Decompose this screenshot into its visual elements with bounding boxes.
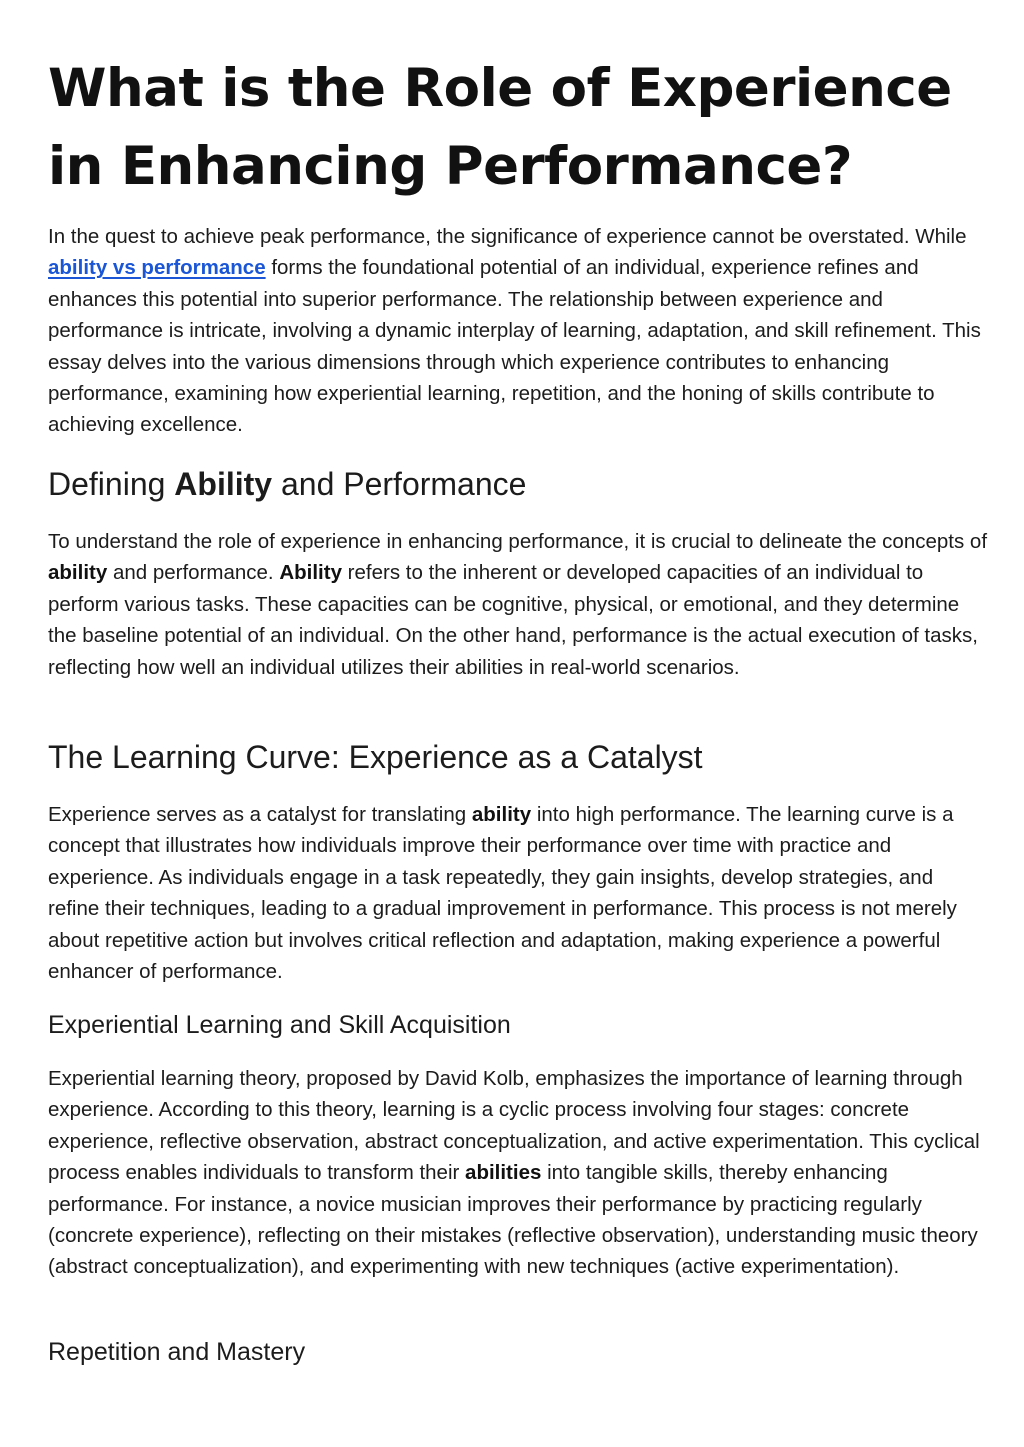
bold-term: Ability: [279, 561, 342, 585]
bold-term: ability: [48, 561, 108, 585]
defining-ability-paragraph: [48, 526, 988, 683]
page-title: What is the Role of Experience in Enhancing Performance?: [48, 58, 952, 197]
bold-term: abilities: [465, 1161, 542, 1185]
intro-text-after-link: forms the foundational potential of an individual, experience refines and enhances this potential into superior performance. The relationship between experience and performance is intricate, involving a dynamic interplay of learning, adaptation, and skill refinement. This essay delves into the various dimensions through which experience contributes to enhancing performance, examining how experiential learning, repetition, and the honing of skills contribute to achieving excellence.: [48, 256, 981, 437]
heading-text: and Performance: [272, 466, 527, 502]
experiential-learning-paragraph: [48, 1063, 988, 1283]
intro-paragraph: [48, 221, 988, 441]
section-heading-repetition-mastery: Repetition and Mastery: [48, 1338, 306, 1366]
section-heading-experiential-learning: Experiential Learning and Skill Acquisition: [48, 1011, 511, 1039]
ability-vs-performance-link[interactable]: ability vs performance: [48, 256, 266, 280]
bold-term: ability: [471, 803, 532, 826]
section-heading-learning-curve: The Learning Curve: Experience as a Catalyst: [48, 739, 703, 775]
heading-text: Defining: [48, 466, 175, 502]
paragraph-text: and performance.: [107, 561, 280, 585]
intro-text-before-link: In the quest to achieve peak performance, the significance of experience cannot be overstated. While: [48, 225, 967, 248]
learning-curve-paragraph: [48, 799, 988, 987]
section-heading-defining-ability: [48, 464, 526, 504]
paragraph-text: Experience serves as a catalyst for translating: [48, 803, 472, 826]
paragraph-text: into tangible skills, thereby enhancing performance. For instance, a novice musician improves their performance by practicing regularly (concrete experience), reflecting on their mistakes (reflective observation), understanding music theory (abstract conceptualization), and experimenting with new techniques (active experimentation).: [48, 1161, 978, 1279]
paragraph-text: into high performance. The learning curve is a concept that illustrates how individuals improve their performance over time with practice and experience. As individuals engage in a task repeatedly, they gain insights, develop strategies, and refine their techniques, leading to a gradual improvement in performance. This process is not merely about repetitive action but involves critical reflection and adaptation, making experience a powerful enhancer of performance.: [48, 803, 957, 984]
heading-bold-text: Ability: [174, 466, 273, 502]
paragraph-text: To understand the role of experience in enhancing performance, it is crucial to delineate the concepts of: [48, 530, 988, 553]
paragraph-text: Experiential learning theory, proposed by David Kolb, emphasizes the importance of learning through experience. According to this theory, learning is a cyclic process involving four stages: concrete experience, reflective observation, abstract conceptualization, and active experimentation. This cyclical process enables individuals to transform their: [48, 1067, 980, 1185]
paragraph-text: refers to the inherent or developed capacities of an individual to perform various tasks. These capacities can be cognitive, physical, or emotional, and they determine the baseline potential of an individual. On the other hand, performance is the actual execution of tasks, reflecting how well an individual utilizes their abilities in real-world scenarios.: [48, 561, 978, 679]
